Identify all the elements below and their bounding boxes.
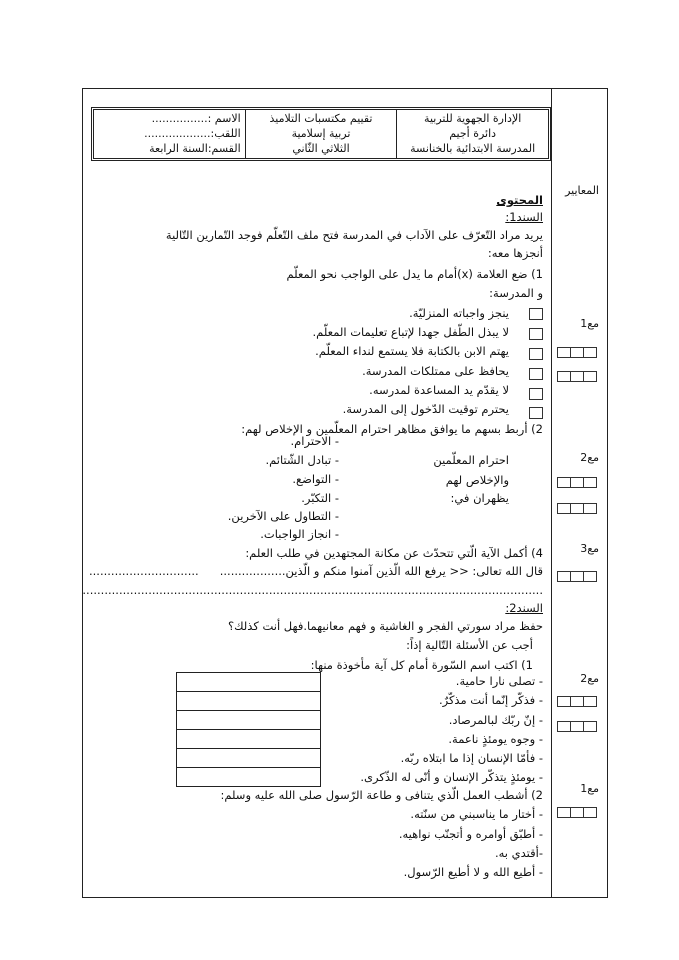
match-right-item: - التكبّر. [301,491,339,505]
match-right-item: - التواضع. [292,472,339,486]
surah-answer-box[interactable] [176,710,321,730]
surah-answer-box[interactable] [176,729,321,749]
list-item: يهتم الابن بالكتابة فلا يستمع لنداء المعلّم. [315,344,509,358]
answer-dots-line[interactable]: .............................................................................................................................. [82,583,543,597]
question-surah: 1) اكتب اسم السّورة أمام كل آية مأخوذة منها: [310,658,533,672]
criterion-label-1: مع1 [580,317,599,330]
student-cell [94,110,245,158]
match-left-item: والإخلاص لهم [445,473,509,487]
match-right-item: - الاحترام. [290,434,339,448]
support2-title: السند2: [505,601,543,615]
score-boxes [558,347,597,358]
list-item: يحترم توقيت الدّخول إلى المدرسة. [342,402,509,416]
criterion-label-2: مع2 [580,451,599,464]
criterion-label-3: مع3 [580,542,599,555]
score-boxes [558,371,597,382]
score-boxes [558,696,597,707]
support2-intro: حفظ مراد سورتي الفجر و الغاشية و فهم معانيهما.فهل أنت كذلك؟ [228,619,543,633]
criteria-column [551,89,607,897]
surname-field[interactable]: اللقب:................... [144,127,241,140]
criterion-label-2b: مع2 [580,672,599,685]
match-left-item: احترام المعلّمين [433,453,509,467]
question1-cont: و المدرسة: [489,286,543,300]
verse-dots: .............................. [89,564,199,578]
surah-answer-box[interactable] [176,767,321,787]
surah-answer-box[interactable] [176,672,321,692]
list-item[interactable]: -أقتدي به. [494,846,543,860]
admin-cell [396,110,548,158]
question-obedience: 2) أشطب العمل الّذي يتنافى و طاعة الرّسول صلى الله عليه وسلم: [220,788,543,802]
question4: 4) أكمل الآية الّتي تتحدّث عن مكانة المجتهدين في طلب العلم: [245,546,543,560]
answer-checkbox[interactable] [529,328,543,340]
eval-title: تقييم مكتسبات التلاميذ [269,112,373,125]
answer-checkbox[interactable] [529,308,543,320]
list-item: لا يبذل الطّفل جهدا لإتباع تعليمات المعلّم. [312,325,509,339]
eval-cell [245,110,397,158]
support1-intro-2: أنجزها معه: [487,246,543,260]
name-field[interactable]: الاسم :................ [151,112,241,125]
answer-checkbox[interactable] [529,407,543,419]
exam-page [82,88,608,898]
list-item: - فأمّا الإنسان إذا ما ابتلاه ربّه. [400,751,543,765]
list-item: لا يقدّم يد المساعدة لمدرسه. [369,383,509,397]
match-left-item: يظهران في: [450,491,509,505]
admin-name: الإدارة الجهوية للتربية [424,112,522,125]
term-name: الثلاثي الثّاني [292,142,350,155]
list-item: - فذكّر إنّما أنت مذكّرٌ. [438,693,543,707]
match-right-item: - تبادل الشّتائم. [265,453,339,467]
score-boxes [558,807,597,818]
list-item[interactable]: - أختار ما يناسبني من سنّته. [410,807,543,821]
score-boxes [558,503,597,514]
answer-checkbox[interactable] [529,368,543,380]
verse-completion[interactable]: قال الله تعالى: << يرفع الله الّذين آمنوا منكم و الّذين.................. [219,564,543,578]
list-item: - تصلى نارا حامية. [455,674,543,688]
list-item: - وجوه يومئذٍ ناعمة. [448,732,543,746]
criterion-label-1b: مع1 [580,782,599,795]
support1-intro: يريد مراد التّعرّف على الآداب في المدرسة فتح ملف التّعلّم فوجد التّمارين التّالية [165,228,543,242]
score-boxes [558,721,597,732]
score-boxes [558,571,597,582]
question1: 1) ضع العلامة (x)أمام ما يدل على الواجب نحو المعلّم [286,267,543,281]
list-item: - إنّ ربّك لبالمرصاد. [448,713,543,727]
match-right-item: - التطاول على الآخرين. [227,509,339,523]
support2-intro-2: أجب عن الأسئلة التّالية إذاً: [406,638,533,652]
content-column [83,89,551,897]
criteria-header: المعايير [565,184,599,197]
list-item[interactable]: - أطيع الله و لا أطيع الرّسول. [403,865,543,879]
list-item: ينجز واجباته المنزليّة. [409,306,509,320]
list-item: يحافظ على ممتلكات المدرسة. [362,364,509,378]
surah-answer-box[interactable] [176,691,321,711]
match-right-item: - انجاز الواجبات. [260,527,339,541]
content-header: المحتوى [496,193,543,207]
subject-name: تربية إسلامية [291,127,351,140]
score-boxes [558,477,597,488]
list-item[interactable]: - أطبّق أوامره و أتجنّب نواهيه. [398,827,543,841]
school-name: المدرسة الابتدائية بالخنانسة [410,142,536,155]
surah-answer-box[interactable] [176,748,321,768]
answer-checkbox[interactable] [529,348,543,360]
support1-title: السند1: [505,210,543,224]
district-name: دائرة أجيم [449,127,497,140]
question2: 2) أربط بسهم ما يوافق مظاهر احترام المعلّمين و الإخلاص لهم: [241,422,543,436]
exam-header [91,107,551,161]
list-item: - يومئذٍ يتذكّر الإنسان و أنّى له الذّكرى. [360,770,543,784]
class-field: القسم:السنة الرابعة [149,142,241,155]
answer-checkbox[interactable] [529,388,543,400]
